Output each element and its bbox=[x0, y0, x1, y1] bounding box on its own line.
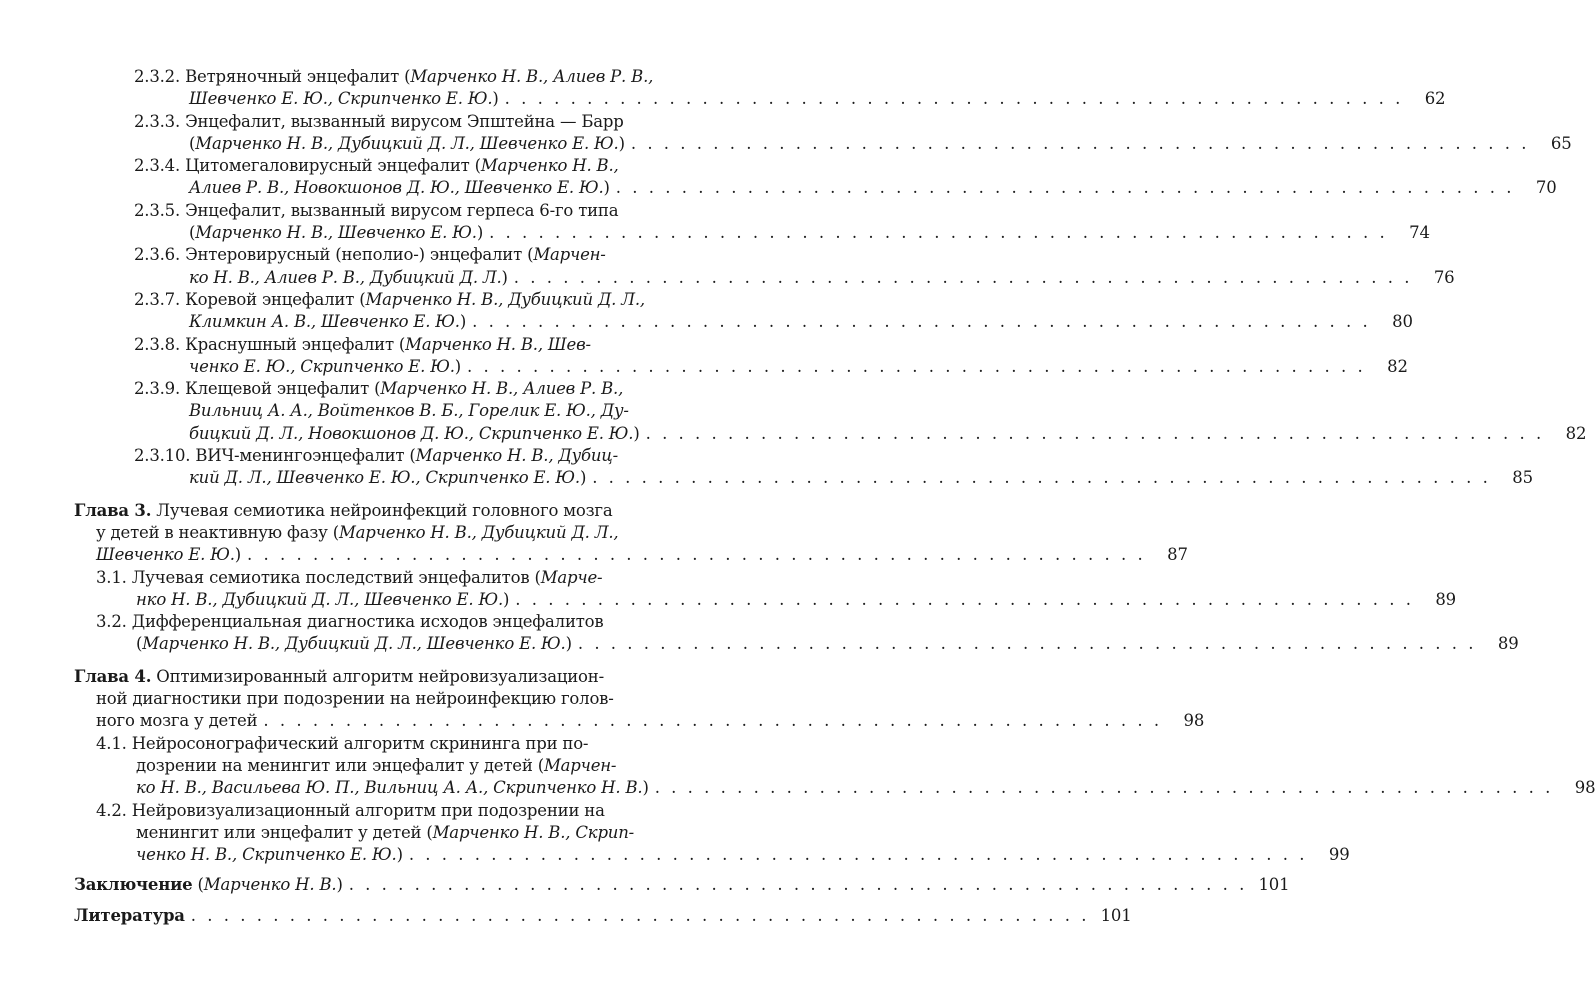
authors: Марченко Н. В., Дубиц- bbox=[415, 446, 618, 466]
toc-line bbox=[74, 88, 1446, 110]
chapter-label: Литература bbox=[74, 905, 185, 925]
toc-line bbox=[74, 688, 716, 710]
closing-paren: ) bbox=[603, 178, 610, 198]
closing-paren: ) bbox=[642, 778, 649, 798]
authors: Марченко Н. В., bbox=[480, 156, 619, 176]
page-number: 87 bbox=[1167, 545, 1188, 565]
toc-line-text bbox=[74, 378, 623, 400]
authors: ко Н. В., Васильева Ю. П., Вильниц А. А., Скрипченко Н. В. bbox=[136, 778, 643, 798]
toc-line-text bbox=[74, 733, 588, 755]
closing-paren: ) bbox=[579, 468, 587, 488]
toc-entry[interactable] bbox=[74, 155, 1557, 200]
toc-line bbox=[74, 177, 1557, 199]
closing-paren: ) bbox=[234, 545, 242, 565]
authors: Марченко Н. В., Дубицкий Д. Л., Шевченко Е. Ю. bbox=[195, 133, 619, 153]
toc-line bbox=[74, 905, 1132, 927]
toc-line-text bbox=[74, 200, 618, 222]
section-title: ( bbox=[136, 634, 143, 654]
toc-line bbox=[74, 844, 1350, 866]
section-title: Нейросонографический алгоритм скрининга при по- bbox=[126, 733, 589, 753]
leader-dots: . . . . . . . . . . . . . . . . . . . . . . . . . . . . . . . . . . . . . . . . . . . . . . . . . . . . . . . bbox=[263, 711, 1163, 731]
closing-paren: ) bbox=[503, 589, 510, 609]
section-title: Цитомегаловирусный энцефалит ( bbox=[180, 156, 481, 176]
page-number: 89 bbox=[1435, 589, 1456, 609]
toc-line bbox=[74, 311, 1413, 333]
authors: Шевченко Е. Ю. bbox=[96, 545, 235, 565]
leader-dots: . . . . . . . . . . . . . . . . . . . . . . . . . . . . . . . . . . . . . . . . . . . . . . . . . . . . . . . bbox=[348, 875, 1248, 895]
authors: ченко Е. Ю., Скрипченко Е. Ю. bbox=[189, 356, 455, 376]
section-title: менингит или энцефалит у детей ( bbox=[136, 822, 433, 842]
toc-line bbox=[74, 777, 1595, 799]
section-title: дозрении на менингит или энцефалит у детей ( bbox=[136, 755, 544, 775]
leader-dots: . . . . . . . . . . . . . . . . . . . . . . . . . . . . . . . . . . . . . . . . . . . . . . . . . . . . . . . bbox=[645, 423, 1545, 443]
toc-entry[interactable] bbox=[74, 567, 1456, 612]
toc-entry[interactable] bbox=[74, 800, 1350, 867]
toc-entry[interactable] bbox=[74, 200, 1430, 245]
page-number: 98 bbox=[1183, 711, 1205, 731]
toc-line-text bbox=[74, 589, 509, 611]
authors: кий Д. Л., Шевченко Е. Ю., Скрипченко Е. Ю. bbox=[189, 468, 580, 488]
page-number: 74 bbox=[1409, 223, 1430, 243]
authors: бицкий Д. Л., Новокшонов Д. Ю., Скрипченко Е. Ю. bbox=[189, 423, 634, 443]
spacer bbox=[74, 897, 716, 905]
toc-line bbox=[74, 522, 716, 544]
toc-line-text bbox=[74, 905, 185, 927]
page-number: 62 bbox=[1424, 89, 1446, 109]
toc-entry[interactable] bbox=[74, 666, 1205, 733]
toc-entry[interactable] bbox=[74, 111, 1572, 156]
section-title: ной диагностики при подозрении на нейроинфекцию голов- bbox=[96, 689, 614, 709]
leader-dots: . . . . . . . . . . . . . . . . . . . . . . . . . . . . . . . . . . . . . . . . . . . . . . . . . . . . . . . bbox=[489, 223, 1388, 243]
section-number: 2.3.9. bbox=[134, 379, 181, 399]
page-number: 99 bbox=[1328, 845, 1350, 865]
section-title: Энтеровирусный (неполио-) энцефалит ( bbox=[180, 245, 534, 265]
toc-entry[interactable] bbox=[74, 66, 1446, 111]
authors: Шевченко Е. Ю., Скрипченко Е. Ю. bbox=[189, 89, 493, 109]
authors: Марченко Н. В., Дубицкий Д. Л., bbox=[365, 289, 645, 309]
section-number: 2.3.4. bbox=[134, 156, 181, 176]
toc-line bbox=[74, 633, 1519, 655]
leader-dots: . . . . . . . . . . . . . . . . . . . . . . . . . . . . . . . . . . . . . . . . . . . . . . . . . . . . . . . bbox=[592, 468, 1491, 488]
authors: Алиев Р. В., Новокшонов Д. Ю., Шевченко Е. Ю. bbox=[189, 178, 604, 198]
leader-dots: . . . . . . . . . . . . . . . . . . . . . . . . . . . . . . . . . . . . . . . . . . . . . . . . . . . . . . . bbox=[467, 356, 1366, 376]
authors: Марчен- bbox=[533, 245, 606, 265]
closing-paren: ) bbox=[501, 267, 508, 287]
authors: Марченко Н. В., Шев- bbox=[405, 334, 591, 354]
section-title: ( bbox=[189, 133, 196, 153]
spacer bbox=[74, 866, 716, 874]
toc-line-text bbox=[74, 633, 572, 655]
toc-line-text bbox=[74, 289, 645, 311]
page-number: 82 bbox=[1387, 356, 1408, 376]
toc-line bbox=[74, 800, 716, 822]
authors: Марченко Н. В., Алиев Р. В., bbox=[410, 67, 654, 86]
toc-line bbox=[74, 666, 716, 688]
page-number: 85 bbox=[1512, 468, 1533, 488]
toc-line-text bbox=[74, 222, 483, 244]
leader-dots: . . . . . . . . . . . . . . . . . . . . . . . . . . . . . . . . . . . . . . . . . . . . . . . . . . . . . . . bbox=[472, 312, 1371, 332]
authors: Марченко Н. В., Шевченко Е. Ю. bbox=[195, 223, 477, 243]
section-title: Ветряночный энцефалит ( bbox=[180, 67, 411, 86]
section-title: ВИЧ-менингоэнцефалит ( bbox=[190, 446, 416, 466]
section-title: ( bbox=[192, 875, 204, 895]
toc-line bbox=[74, 400, 716, 422]
spacer bbox=[74, 656, 716, 666]
authors: Марченко Н. В., Алиев Р. В., bbox=[380, 379, 624, 399]
authors: Марче- bbox=[540, 567, 603, 587]
toc-line-text bbox=[74, 133, 625, 155]
toc-line-text bbox=[74, 356, 461, 378]
authors: Марченко Н. В., Скрип- bbox=[432, 822, 635, 842]
toc-line bbox=[74, 222, 1430, 244]
table-of-contents bbox=[74, 66, 1595, 927]
section-number: 3.2. bbox=[96, 612, 127, 632]
section-title: ного мозга у детей bbox=[96, 711, 258, 731]
section-number: 2.3.8. bbox=[134, 334, 181, 354]
toc-line bbox=[74, 267, 1455, 289]
section-title: Краснушный энцефалит ( bbox=[180, 334, 406, 354]
toc-line bbox=[74, 155, 716, 177]
leader-dots: . . . . . . . . . . . . . . . . . . . . . . . . . . . . . . . . . . . . . . . . . . . . . . . . . . . . . . . bbox=[504, 89, 1404, 109]
leader-dots: . . . . . . . . . . . . . . . . . . . . . . . . . . . . . . . . . . . . . . . . . . . . . . . . . . . . . . . bbox=[513, 267, 1413, 287]
page-number: 101 bbox=[1100, 905, 1132, 925]
chapter-label: Заключение bbox=[74, 875, 193, 895]
toc-line-text bbox=[74, 244, 606, 266]
toc-line-text bbox=[74, 567, 602, 589]
toc-line-text bbox=[74, 177, 610, 199]
page-number: 80 bbox=[1392, 312, 1413, 332]
toc-line bbox=[74, 467, 1533, 489]
toc-line bbox=[74, 733, 716, 755]
chapter-label: Глава 3. bbox=[74, 500, 152, 520]
section-number: 4.1. bbox=[96, 733, 127, 753]
toc-line-text bbox=[74, 777, 649, 799]
toc-entry[interactable] bbox=[74, 334, 1408, 379]
leader-dots: . . . . . . . . . . . . . . . . . . . . . . . . . . . . . . . . . . . . . . . . . . . . . . . . . . . . . . . bbox=[615, 178, 1515, 198]
section-number: 3.1. bbox=[96, 567, 127, 587]
toc-line-text bbox=[74, 111, 624, 133]
toc-line bbox=[74, 874, 1290, 896]
section-number: 2.3.6. bbox=[134, 245, 181, 265]
toc-line bbox=[74, 755, 716, 777]
toc-entry[interactable] bbox=[74, 378, 1587, 445]
toc-line bbox=[74, 423, 1587, 445]
toc-entry[interactable] bbox=[74, 874, 1290, 896]
page-number: 65 bbox=[1550, 133, 1572, 153]
leader-dots: . . . . . . . . . . . . . . . . . . . . . . . . . . . . . . . . . . . . . . . . . . . . . . . . . . . . . . . bbox=[630, 133, 1530, 153]
toc-line-text bbox=[74, 544, 241, 566]
toc-line bbox=[74, 822, 716, 844]
section-number: 2.3.5. bbox=[134, 200, 181, 220]
toc-entry[interactable] bbox=[74, 905, 1132, 927]
toc-line bbox=[74, 244, 716, 266]
authors: ченко Н. В., Скрипченко Е. Ю. bbox=[136, 845, 397, 865]
leader-dots: . . . . . . . . . . . . . . . . . . . . . . . . . . . . . . . . . . . . . . . . . . . . . . . . . . . . . . . bbox=[515, 589, 1414, 609]
toc-line-text bbox=[74, 522, 618, 544]
toc-line-text bbox=[74, 611, 604, 633]
leader-dots: . . . . . . . . . . . . . . . . . . . . . . . . . . . . . . . . . . . . . . . . . . . . . . . . . . . . . . . bbox=[190, 905, 1090, 925]
page-number: 76 bbox=[1433, 267, 1455, 287]
closing-paren: ) bbox=[633, 423, 640, 443]
toc-line-text bbox=[74, 874, 343, 896]
toc-line-text bbox=[74, 467, 586, 489]
toc-line-text bbox=[74, 445, 618, 467]
authors: Вильниц А. А., Войтенков В. Б., Горелик Е. Ю., Ду- bbox=[189, 401, 629, 421]
section-title: ( bbox=[189, 223, 196, 243]
toc-line-text bbox=[74, 88, 499, 110]
toc-line-text bbox=[74, 844, 403, 866]
authors: нко Н. В., Дубицкий Д. Л., Шевченко Е. Ю. bbox=[136, 589, 503, 609]
authors: Марченко Н. В. bbox=[203, 875, 337, 895]
section-title: Клещевой энцефалит ( bbox=[180, 379, 381, 399]
leader-dots: . . . . . . . . . . . . . . . . . . . . . . . . . . . . . . . . . . . . . . . . . . . . . . . . . . . . . . . bbox=[408, 845, 1308, 865]
toc-line-text bbox=[74, 400, 629, 422]
page-number: 70 bbox=[1535, 178, 1557, 198]
toc-line bbox=[74, 710, 1205, 732]
section-title: Энцефалит, вызванный вирусом герпеса 6-го типа bbox=[180, 200, 619, 220]
section-number: 4.2. bbox=[96, 800, 127, 820]
authors: Марчен- bbox=[543, 755, 617, 775]
toc-line bbox=[74, 200, 716, 222]
section-title: Оптимизированный алгоритм нейровизуализацион- bbox=[151, 666, 604, 686]
toc-line bbox=[74, 544, 1188, 566]
toc-line bbox=[74, 445, 716, 467]
section-title: Нейровизуализационный алгоритм при подозрении на bbox=[126, 800, 605, 820]
toc-line bbox=[74, 378, 716, 400]
authors: ко Н. В., Алиев Р. В., Дубицкий Д. Л. bbox=[189, 267, 502, 287]
section-number: 2.3.7. bbox=[134, 289, 181, 309]
toc-line-text bbox=[74, 500, 613, 522]
toc-line bbox=[74, 356, 1408, 378]
section-title: Дифференциальная диагностика исходов энцефалитов bbox=[126, 612, 604, 632]
section-title: у детей в неактивную фазу ( bbox=[96, 522, 339, 542]
toc-line-text bbox=[74, 666, 604, 688]
toc-entry[interactable] bbox=[74, 611, 1519, 656]
closing-paren: ) bbox=[565, 634, 572, 654]
closing-paren: ) bbox=[454, 356, 462, 376]
toc-entry[interactable] bbox=[74, 500, 1188, 567]
section-title: Коревой энцефалит ( bbox=[180, 289, 366, 309]
page-number: 98 bbox=[1574, 778, 1595, 798]
closing-paren: ) bbox=[336, 875, 343, 895]
toc-line-text bbox=[74, 710, 257, 732]
section-title: Лучевая семиотика последствий энцефалитов ( bbox=[126, 567, 541, 587]
toc-line bbox=[74, 66, 716, 88]
toc-line-text bbox=[74, 822, 634, 844]
toc-line bbox=[74, 334, 716, 356]
chapter-label: Глава 4. bbox=[74, 666, 152, 686]
toc-line-text bbox=[74, 800, 605, 822]
toc-line bbox=[74, 133, 1572, 155]
toc-line-text bbox=[74, 267, 508, 289]
section-number: 2.3.10. bbox=[134, 446, 191, 466]
closing-paren: ) bbox=[492, 89, 499, 109]
toc-entry[interactable] bbox=[74, 289, 1413, 334]
toc-line-text bbox=[74, 688, 614, 710]
page-number: 82 bbox=[1565, 423, 1587, 443]
toc-line bbox=[74, 500, 716, 522]
toc-line bbox=[74, 289, 716, 311]
section-title: Энцефалит, вызванный вирусом Эпштейна — Барр bbox=[180, 111, 624, 131]
closing-paren: ) bbox=[618, 133, 625, 153]
toc-line bbox=[74, 589, 1456, 611]
leader-dots: . . . . . . . . . . . . . . . . . . . . . . . . . . . . . . . . . . . . . . . . . . . . . . . . . . . . . . . bbox=[654, 778, 1554, 798]
toc-line-text bbox=[74, 334, 591, 356]
spacer bbox=[74, 490, 716, 500]
toc-line-text bbox=[74, 155, 619, 177]
toc-line bbox=[74, 567, 716, 589]
toc-line-text bbox=[74, 311, 466, 333]
leader-dots: . . . . . . . . . . . . . . . . . . . . . . . . . . . . . . . . . . . . . . . . . . . . . . . . . . . . . . . bbox=[577, 634, 1477, 654]
closing-paren: ) bbox=[459, 312, 467, 332]
section-number: 2.3.2. bbox=[134, 67, 181, 86]
toc-line bbox=[74, 111, 716, 133]
authors: Марченко Н. В., Дубицкий Д. Л., bbox=[338, 522, 619, 542]
toc-entry[interactable] bbox=[74, 733, 1595, 800]
toc-entry[interactable] bbox=[74, 445, 1533, 490]
section-title: Лучевая семиотика нейроинфекций головного мозга bbox=[151, 500, 613, 520]
toc-line-text bbox=[74, 66, 653, 88]
authors: Марченко Н. В., Дубицкий Д. Л., Шевченко Е. Ю. bbox=[142, 634, 566, 654]
toc-line-text bbox=[74, 423, 640, 445]
toc-line-text bbox=[74, 755, 616, 777]
toc-entry[interactable] bbox=[74, 244, 1455, 289]
page-number: 101 bbox=[1258, 875, 1290, 895]
section-number: 2.3.3. bbox=[134, 111, 181, 131]
leader-dots: . . . . . . . . . . . . . . . . . . . . . . . . . . . . . . . . . . . . . . . . . . . . . . . . . . . . . . . bbox=[247, 545, 1146, 565]
closing-paren: ) bbox=[476, 223, 484, 243]
closing-paren: ) bbox=[396, 845, 403, 865]
toc-line bbox=[74, 611, 716, 633]
page-number: 89 bbox=[1497, 634, 1519, 654]
authors: Климкин А. В., Шевченко Е. Ю. bbox=[189, 312, 460, 332]
